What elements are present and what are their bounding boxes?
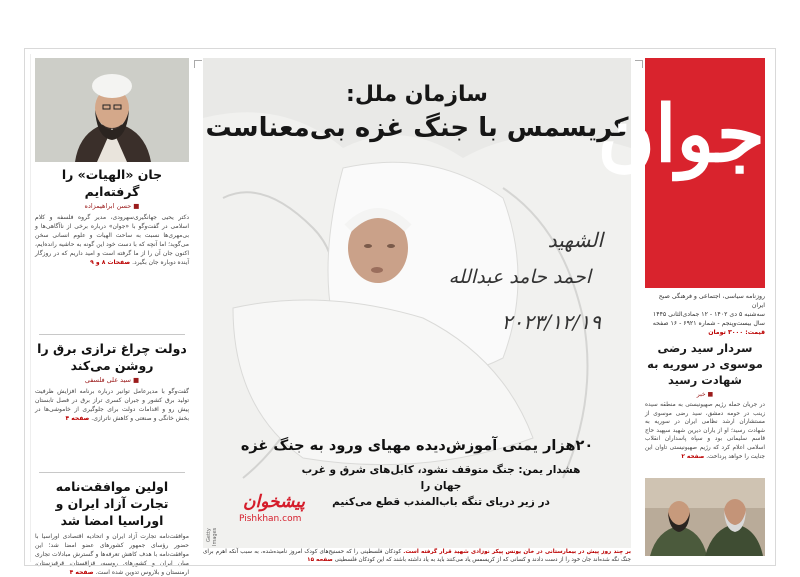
main-photo[interactable]: [203, 58, 631, 548]
divider: [39, 472, 185, 473]
newspaper-name: جوان: [597, 89, 765, 180]
article-text: موافقت‌نامه تجارت آزاد ایران و اتحادیه اقتصادی اوراسیا با حضور رؤسای جمهور کشورهای عضو امضا شد؛ این موافقت‌نامه با هدف کاهش تعرفه‌ها و گسترش مبادلات تجاری میان ایران و کشورهای روسیه، قزاقستان، قرقیزستان، ارمنستان و بلاروس تدوین شده است. صفحه ۴: [35, 533, 189, 576]
article-text: دکتر یحیی جهانگیری‌سهرودی، مدیر گروه فلسفه و کلام اسلامی در گفت‌وگو با «جوان» درباره برخی از ناآگاهی‌ها و بی‌مهری‌ها نسبت به ساحت الهیات و علوم انسانی سخن می‌گوید؛ اما آنچه که با دست خود این گونه به حاشیه رانده‌ایم، اکنون جان آن را از ما گرفته است و امید داریم که در روزگار آینده دوباره جان بگیرد. صفحات ۸ و ۹: [35, 214, 189, 266]
crop-mark-right: [635, 60, 643, 68]
commanders-photo: [645, 478, 765, 556]
masthead-logo[interactable]: [597, 58, 765, 288]
masthead-info: روزنامه سیاسی، اجتماعی و فرهنگی صبح ایران سه‌شنبه ۵ دی ۱۴۰۲ - ۱۲ جمادی‌الثانی ۱۴۴۵ سال بیست‌وپنجم - شماره ۶۹۲۱ - ۱۶ صفحه قیمت: ۳۰۰۰ تومان: [645, 292, 765, 337]
headline-block: [203, 80, 631, 146]
crop-mark-left: [194, 60, 202, 68]
super-headline: سازمان ملل:: [346, 82, 488, 107]
pishkhan-watermark: پیشخوان: [243, 492, 305, 512]
photo-caption: بر چند روز پیش در بیمارستانی در خان یونس پیکر نوزادی شهید قرار گرفته است. کودکان فلسطینی را که حسنیح‌های کودک امروز نامیده‌شده، به سبب آنکه اهرم برای جنگ نگه شده‌اند جان خود را از دست دادند و کسانی که از کریسمس یاد می‌کنند باید به یاد داشته باشند که این کودکان فلسطینی صفحه ۱۵: [203, 549, 631, 563]
trade-article[interactable]: [35, 478, 189, 577]
article-title[interactable]: جان «الهیات» را گرفته‌ایم: [61, 167, 163, 199]
article-ref: صفحه ۴: [69, 569, 94, 576]
article-byline: ■ حسن ابراهیمزاده: [84, 202, 140, 210]
article-title[interactable]: اولین موافقت‌نامه تجارت آزاد ایران و اوراسیا امضا شد: [55, 479, 169, 528]
divider: [39, 334, 185, 335]
article-text: در جریان حمله رژیم صهیونیستی به منطقه سیده زینب در حومه دمشق، سید رضی موسوی از مستشاران ارشد نظامی ایران در سوریه به شهادت رسید؛ او از یاران دیرین شهید سپهبد حاج قاسم سلیمانی بود و سپاه پاسداران انقلاب اسلامی اعلام کرد که رژیم صهیونیستی تاوان این جنایت را خواهد پرداخت. صفحه ۲: [645, 402, 765, 460]
article-title[interactable]: دولت چراغ ترازی برق را روشن می‌کند: [37, 341, 187, 373]
lead-article[interactable]: [35, 166, 189, 267]
article-ref: صفحات ۸ و ۹: [90, 259, 131, 266]
power-article[interactable]: [35, 340, 189, 423]
article-ref: صفحه ۲: [681, 453, 705, 460]
sub-text: هشدار یمن: جنگ متوقف نشود، کابل‌های شرق و غرب جهان را در زیر دریای تنگه باب‌المندب قطع می‌کنیم: [301, 464, 581, 508]
price: قیمت: ۳۰۰۰ تومان: [708, 329, 765, 336]
right-article[interactable]: [645, 340, 765, 461]
pishkhan-url: Pishkhan.com: [239, 514, 302, 524]
article-ref: صفحه ۴: [65, 415, 90, 422]
handwriting-name: احمد حامد عبدالله: [448, 266, 591, 288]
photo-credit: Getty Images: [206, 528, 218, 547]
handwriting-martyr: الشهید: [547, 228, 603, 252]
cleric-portrait: [35, 58, 189, 162]
article-title[interactable]: سردار سید رضی موسوی در سوریه به شهادت رسید: [647, 341, 763, 387]
sub-headline[interactable]: ۲۰هزار یمنی آموزش‌دیده مهیای ورود به جنگ غزه: [240, 438, 594, 454]
article-text: گفت‌وگو با مدیرعامل توانیر درباره برنامه افزایش ظرفیت تولید برق کشور و جبران کسری تراز برق در فصل تابستان پیش رو و اقدامات دولت برای جلوگیری از خاموشی‌ها در بخش خانگی و صنعتی و کاهش ناترازی. صفحه ۴: [35, 388, 189, 422]
main-headline[interactable]: کریسمس با جنگ غزه بی‌معناست: [205, 113, 629, 143]
left-column: [30, 54, 192, 576]
handwriting-date: ۲۰۲۳/۱۲/۱۹: [501, 310, 601, 334]
article-byline: ■ خبر: [696, 391, 714, 398]
article-byline: ■ سید علی فلسفی: [84, 376, 140, 384]
